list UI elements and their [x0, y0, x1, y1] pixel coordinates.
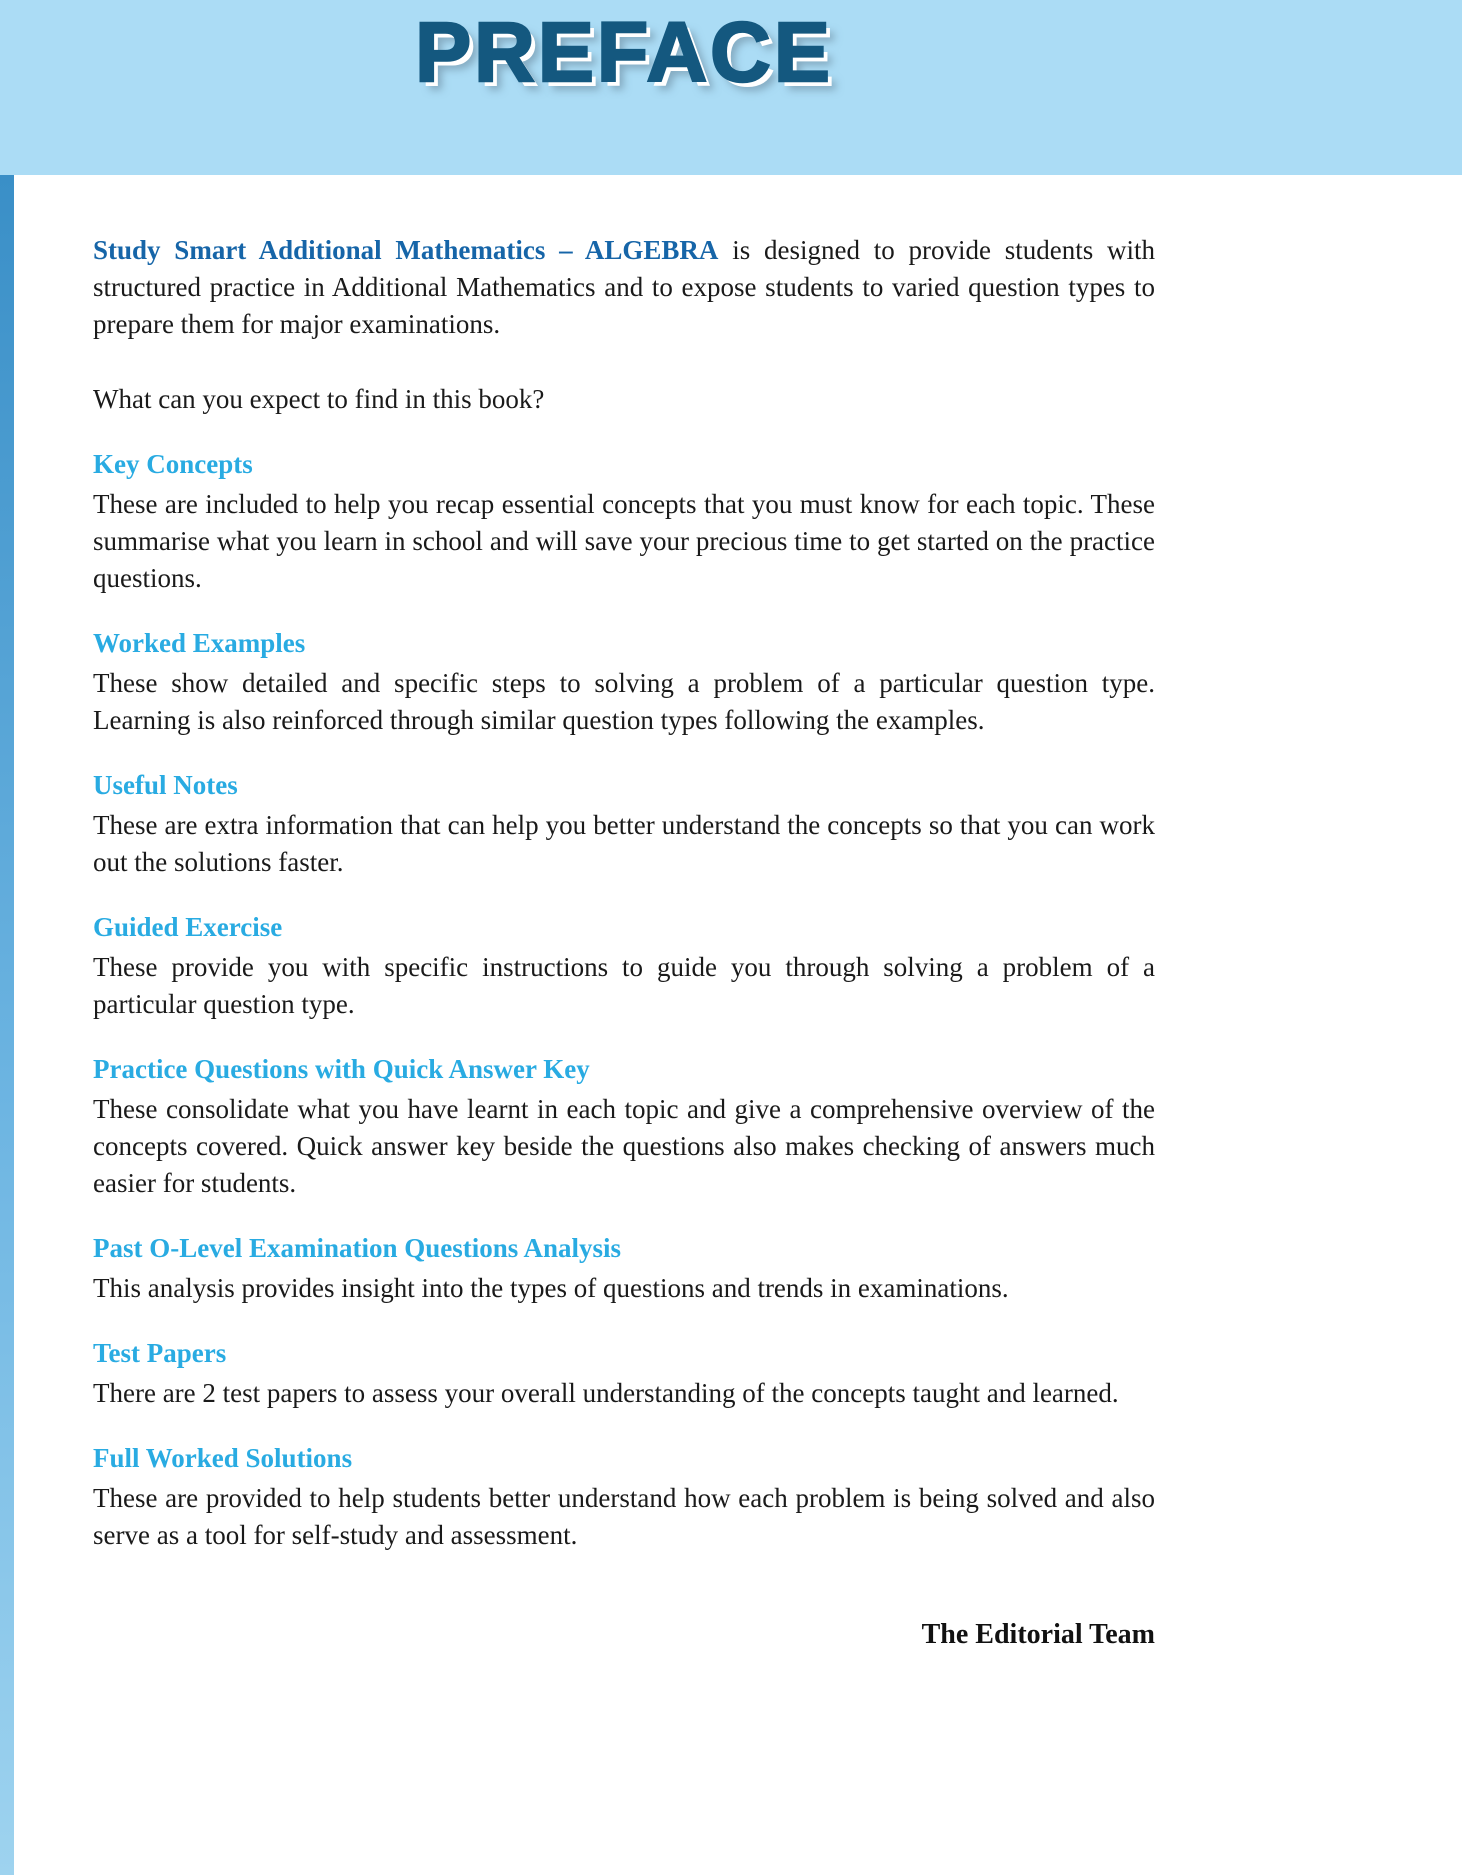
section-heading: Past O-Level Examination Questions Analysis	[93, 1233, 622, 1263]
section-useful-notes	[93, 766, 1155, 881]
section-heading: Worked Examples	[93, 628, 306, 658]
section-body: These consolidate what you have learnt in each topic and give a comprehensive overview of the concepts covered. Quick answer key beside the questions also makes checking of answers much easier for students.	[93, 1094, 1155, 1198]
section-body: There are 2 test papers to assess your overall understanding of the concepts taught and learned.	[93, 1378, 1119, 1408]
section-practice-questions	[93, 1050, 1155, 1202]
section-body: This analysis provides insight into the types of questions and trends in examinations.	[93, 1273, 1009, 1303]
section-heading: Guided Exercise	[93, 912, 283, 942]
section-body: These are provided to help students better understand how each problem is being solved and also serve as a tool for self-study and assessment.	[93, 1483, 1155, 1550]
section-key-concepts	[93, 445, 1155, 597]
section-heading: Practice Questions with Quick Answer Key	[93, 1054, 590, 1084]
section-heading: Key Concepts	[93, 449, 253, 479]
signature: The Editorial Team	[921, 1619, 1155, 1650]
intro-description: is designed to provide students with structured practice in Additional Mathematics and to expose students to varied question types to prepare them for major examinations.	[93, 235, 1156, 339]
book-title: Study Smart Additional Mathematics – ALGEBRA	[93, 235, 719, 265]
section-heading: Test Papers	[93, 1338, 227, 1368]
intro-paragraph	[93, 232, 1155, 343]
left-accent-strip	[0, 175, 14, 1875]
section-past-o-level-analysis	[93, 1229, 1155, 1307]
section-body: These show detailed and specific steps to solving a problem of a particular question type. Learning is also reinforced through similar question types following the examples.	[93, 668, 1155, 735]
banner-inner	[93, 0, 1155, 99]
section-test-papers	[93, 1334, 1155, 1412]
section-heading: Full Worked Solutions	[93, 1443, 353, 1473]
banner	[0, 0, 1462, 175]
lead-question: What can you expect to find in this book?	[93, 384, 545, 414]
content	[93, 175, 1155, 1653]
section-body: These are included to help you recap essential concepts that you must know for each topic. These summarise what you learn in school and will save your precious time to get started on the practice questions.	[93, 489, 1155, 593]
section-worked-examples	[93, 624, 1155, 739]
page-title: PREFACE	[415, 5, 833, 99]
section-guided-exercise	[93, 908, 1155, 1023]
section-heading: Useful Notes	[93, 770, 238, 800]
section-body: These are extra information that can help you better understand the concepts so that you can work out the solutions faster.	[93, 810, 1155, 877]
section-full-worked-solutions	[93, 1439, 1155, 1554]
section-body: These provide you with specific instructions to guide you through solving a problem of a particular question type.	[93, 952, 1155, 1019]
